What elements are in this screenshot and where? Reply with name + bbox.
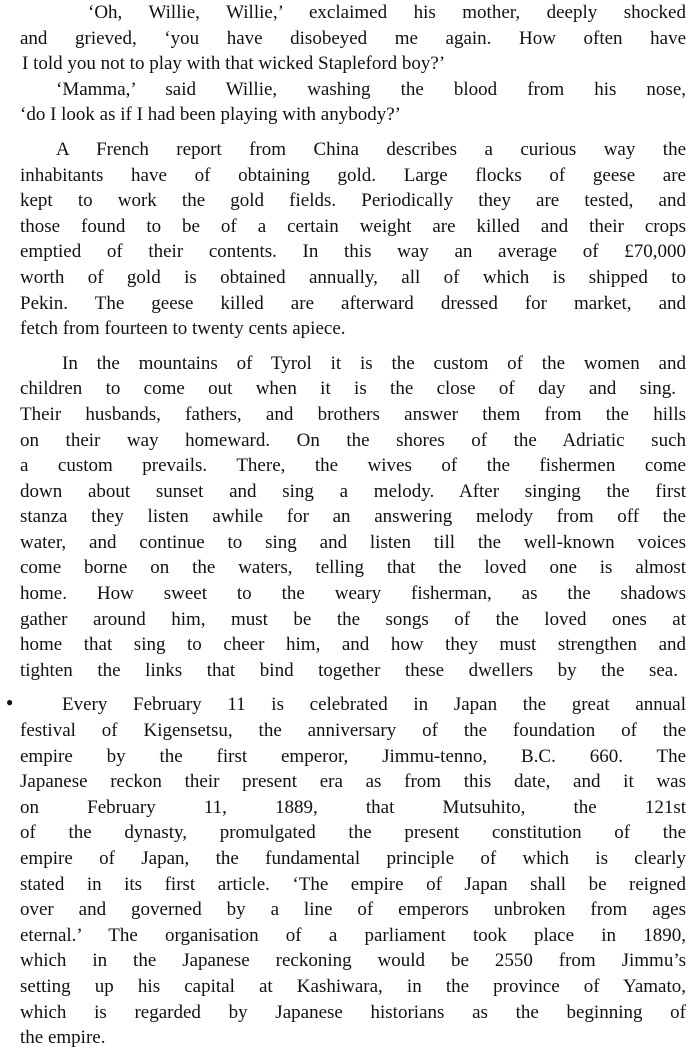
text-line: ‘Oh, Willie, Willie,’ exclaimed his mother, deeply shocked <box>88 2 686 23</box>
text-line: water, and continue to sing and listen till the well-known voices <box>20 531 686 553</box>
text-line: worth of gold is obtained annually, all of which is shipped to <box>20 266 686 288</box>
text-line: which in the Japanese reckoning would be 2550 from Jimmu’s <box>20 950 686 972</box>
text-line: of the dynasty, promulgated the present constitution of the <box>20 822 686 844</box>
paragraph-willie-reply <box>12 77 686 128</box>
text-line: on February 11, 1889, that Mutsuhito, the 121st <box>20 796 686 818</box>
text-line: Every February 11 is celebrated in Japan the great annual <box>62 694 686 716</box>
text-line: come borne on the waters, telling that the loved one is almost <box>20 557 686 579</box>
text-line: empire of Japan, the fundamental principle of which is clearly <box>20 848 686 869</box>
text-line: home that sing to cheer him, and how they must strengthen and <box>20 634 686 656</box>
text-line: eternal.’ The organisation of a parliament took place in 1890, <box>20 924 686 946</box>
text-line: tighten the links that bind together these dwellers by the sea. <box>20 659 678 681</box>
bullet-mark: ● <box>6 695 14 710</box>
text-line: gather around him, must be the songs of the loved ones at <box>20 608 686 630</box>
paragraph-french-report-geese <box>12 137 686 342</box>
text-line: ‘do I look as if I had been playing with anybody?’ <box>20 104 401 126</box>
paragraph-tyrol-custom <box>12 351 686 684</box>
text-line: and grieved, ‘you have disobeyed me again. How often have <box>20 27 686 49</box>
text-line: festival of Kigensetsu, the anniversary of the foundation of the <box>20 720 686 742</box>
text-line: Their husbands, fathers, and brothers answer them from the hills <box>20 403 686 425</box>
text-line: setting up his capital at Kashiwara, in the province of Yamato, <box>20 975 686 997</box>
text-line: stated in its first article. ‘The empire of Japan shall be reigned <box>20 873 686 895</box>
paragraph-kigensetsu-festival <box>6 692 686 1050</box>
text-line: emptied of their contents. In this way an average of £70,000 <box>20 241 686 263</box>
text-line: the empire. <box>20 1027 106 1049</box>
text-line: down about sunset and sing a melody. After singing the first <box>20 480 686 502</box>
text-line: kept to work the gold fields. Periodically they are tested, and <box>20 190 686 212</box>
paragraph-willie-mother <box>12 0 686 77</box>
text-line: home. How sweet to the weary fisherman, as the shadows <box>20 583 686 605</box>
text-line: Japanese reckon their present era as from this date, and it was <box>20 771 686 793</box>
text-line: empire by the first emperor, Jimmu-tenno, B.C. 660. The <box>20 745 686 767</box>
text-line: which is regarded by Japanese historians as the beginning of <box>20 1001 686 1023</box>
text-line: In the mountains of Tyrol it is the custom of the women and <box>62 352 686 374</box>
text-line: those found to be of a certain weight are killed and their crops <box>20 215 686 237</box>
text-line: a custom prevails. There, the wives of the fishermen come <box>20 455 686 477</box>
text-line: A French report from China describes a curious way the <box>56 138 686 160</box>
text-line: I told you not to play with that wicked Stapleford boy?’ <box>22 53 446 75</box>
text-line: ‘Mamma,’ said Willie, washing the blood from his nose, <box>56 78 686 100</box>
text-line: inhabitants have of obtaining gold. Large flocks of geese are <box>20 164 686 186</box>
text-line: children to come out when it is the close of day and sing. <box>20 378 676 400</box>
text-line: on their way homeward. On the shores of the Adriatic such <box>20 429 686 451</box>
text-line: fetch from fourteen to twenty cents apiece. <box>20 318 346 340</box>
text-line: stanza they listen awhile for an answering melody from off the <box>20 506 686 528</box>
text-line: over and governed by a line of emperors unbroken from ages <box>20 899 686 921</box>
text-line: Pekin. The geese killed are afterward dressed for market, and <box>20 292 686 314</box>
